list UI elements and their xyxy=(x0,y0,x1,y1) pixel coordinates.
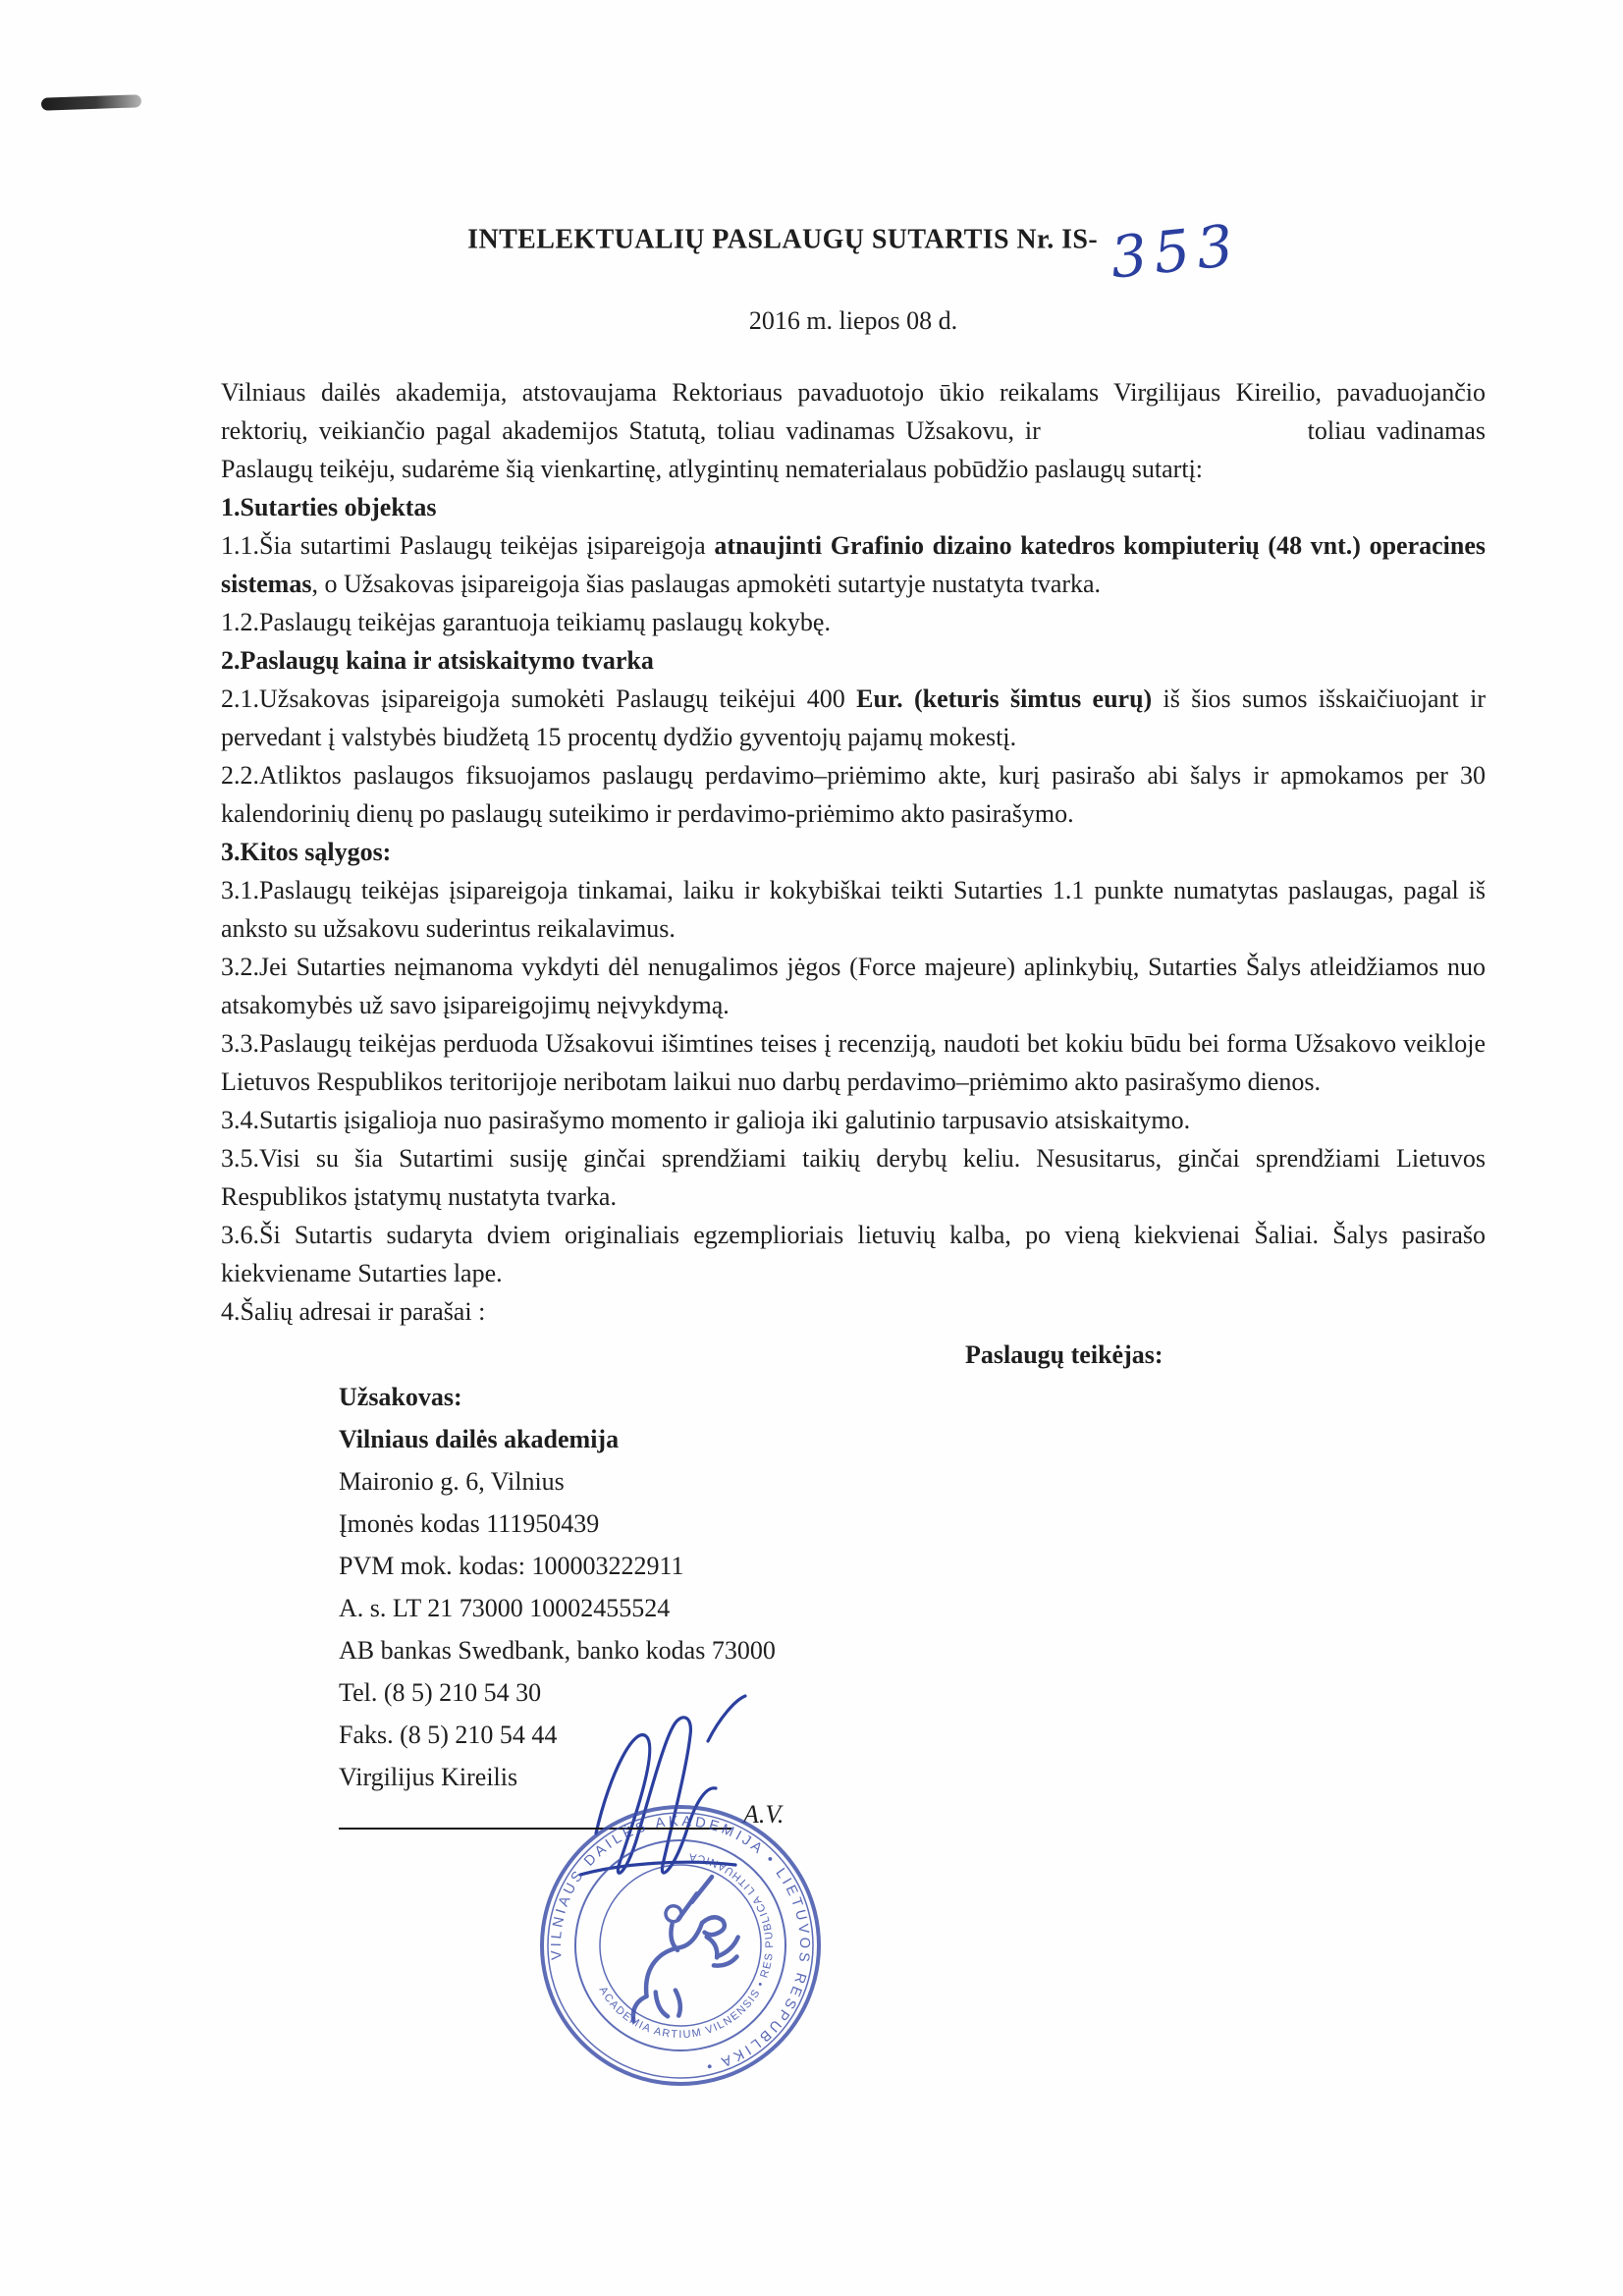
bold-text-run: 1.Sutarties objektas xyxy=(221,493,437,521)
bold-text-run: Eur. (keturis šimtus eurų) xyxy=(856,684,1153,713)
text-run: toliau vadinamas Paslaugų teikėju, sudarėme šią vienkartinę, atlygintinų nematerialaus pobūdžio paslaugų sutartį: xyxy=(221,416,1486,483)
stamp-vytis-emblem xyxy=(604,1875,753,2027)
contract-body xyxy=(221,373,1486,1331)
text-run: 3.5.Visi su šia Sutartimi susiję ginčai sprendžiami taikių derybų keliu. Nesusitarus, ginčai sprendžiami Lietuvos Respublikos įstatymų nustatyta tvarka. xyxy=(221,1144,1486,1211)
section-heading xyxy=(221,641,1486,680)
paragraph xyxy=(221,1024,1486,1101)
address-line: Užsakovas: xyxy=(339,1383,462,1411)
bold-text-run: atnaujinti Grafinio dizaino katedros kompiuterių (48 vnt.) operacines sistemas xyxy=(221,531,1486,598)
text-run: Vilniaus dailės akademija, atstovaujama Rektoriaus pavaduotojo ūkio reikalams Virgilijaus Kireilio, pavaduojančio rektorių, veikiančio pagal akademijos Statutą, toliau vadinamas Užsakovu, ir xyxy=(221,378,1486,445)
address-line: PVM mok. kodas: 100003222911 xyxy=(339,1552,684,1580)
provider-label: Paslaugų teikėjas: xyxy=(965,1340,1163,1369)
signature-zone xyxy=(339,1798,1486,2152)
paragraph xyxy=(221,1292,1486,1331)
document-title: INTELEKTUALIŲ PASLAUGŲ SUTARTIS Nr. IS- xyxy=(467,224,1099,255)
address-line: Faks. (8 5) 210 54 44 xyxy=(339,1721,558,1749)
svg-text:VILNIAUS DAILĖS AKADEMIJA • LI xyxy=(521,1785,839,2105)
paragraph xyxy=(221,603,1486,641)
bold-text-run: 3.Kitos sąlygos: xyxy=(221,838,392,866)
paragraph xyxy=(221,1139,1486,1216)
paragraph xyxy=(221,948,1486,1024)
text-run: 1.2.Paslaugų teikėjas garantuoja teikiamų paslaugų kokybę. xyxy=(221,608,831,636)
scan-artifact-mark xyxy=(41,94,141,111)
text-run: iš šios sumos išskaičiuojant ir pervedant į valstybės biudžetą 15 procentų dydžio gyventojų pajamų mokestį. xyxy=(221,684,1487,751)
address-line: Tel. (8 5) 210 54 30 xyxy=(339,1678,542,1707)
text-run: 3.2.Jei Sutarties neįmanoma vykdyti dėl nenugalimos jėgos (Force majeure) aplinkybių, Sutarties Šalys atleidžiamos nuo atsakomybės už savo įsipareigojimų neįvykdymą. xyxy=(221,953,1486,1019)
text-run: 3.3.Paslaugų teikėjas perduoda Užsakovui išimtines teises į recenziją, naudoti bet kokiu būdu bei forma Užsakovo veikloje Lietuvos Respublikos teritorijoje neribotam laikui nuo darbų perdavimo–priėmimo akto pasirašymo dienos. xyxy=(221,1029,1486,1096)
section-heading xyxy=(221,833,1486,871)
address-line: Vilniaus dailės akademija xyxy=(339,1425,620,1453)
stamp-outer-ring-text: VILNIAUS DAILĖS AKADEMIJA • LIETUVOS RESPUBLIKA • xyxy=(548,1813,813,2075)
text-run: 2.2.Atliktos paslaugos fiksuojamos paslaugų perdavimo–priėmimo akte, kurį pasirašo abi šalys ir apmokamos per 30 kalendorinių dienų po paslaugų suteikimo ir perdavimo-priėmimo akto pasirašymo. xyxy=(221,761,1486,828)
text-run: 3.6.Ši Sutartis sudaryta dviem originaliais egzemplioriais lietuvių kalba, po vieną kiekvienai Šaliai. Šalys pasirašo kiekviename Sutarties lape. xyxy=(221,1221,1486,1287)
document-title-row xyxy=(221,208,1486,292)
address-line: Įmonės kodas 111950439 xyxy=(339,1509,600,1538)
address-line: Maironio g. 6, Vilnius xyxy=(339,1467,565,1496)
paragraph xyxy=(221,756,1486,833)
text-run: 3.1.Paslaugų teikėjas įsipareigoja tinkamai, laiku ir kokybiškai teikti Sutarties 1.1 punkte numatytas paslaugas, pagal iš anksto su užsakovu suderintus reikalavimus. xyxy=(221,876,1486,943)
handwritten-contract-number: 353 xyxy=(1107,211,1244,292)
address-line: A. s. LT 21 73000 10002455524 xyxy=(339,1594,671,1622)
paragraph xyxy=(221,1101,1486,1139)
address-line: Virgilijus Kireilis xyxy=(339,1763,518,1791)
text-run: , o Užsakovas įsipareigoja šias paslaugas apmokėti sutartyje nustatyta tvarka. xyxy=(311,570,1102,598)
paragraph xyxy=(221,526,1486,603)
contract-content xyxy=(221,208,1486,2152)
text-run: 3.4.Sutartis įsigalioja nuo pasirašymo momento ir galioja iki galutinio tarpusavio atsiskaitymo. xyxy=(221,1106,1191,1134)
customer-address-block xyxy=(339,1376,1486,1798)
section-heading xyxy=(221,488,1486,526)
stamp-inner-ring-text: ACADEMIA ARTIUM VILNENSIS • RES PUBLICA LITHUANICA xyxy=(596,1850,777,2042)
seal-abbreviation: A.V. xyxy=(743,1800,784,1829)
paragraph xyxy=(221,871,1486,948)
text-run: 2.1.Užsakovas įsipareigoja sumokėti Paslaugų teikėjui 400 xyxy=(221,684,857,713)
paragraph xyxy=(221,373,1486,488)
text-run: 4.Šalių adresai ir parašai : xyxy=(221,1297,486,1326)
document-date: 2016 m. liepos 08 d. xyxy=(748,306,958,335)
paragraph xyxy=(221,1216,1486,1292)
address-line: AB bankas Swedbank, banko kodas 73000 xyxy=(339,1636,776,1665)
bold-text-run: 2.Paslaugų kaina ir atsiskaitymo tvarka xyxy=(221,646,654,675)
text-run: 1.1.Šia sutartimi Paslaugų teikėjas įsipareigoja xyxy=(221,531,715,560)
paragraph xyxy=(221,680,1486,756)
